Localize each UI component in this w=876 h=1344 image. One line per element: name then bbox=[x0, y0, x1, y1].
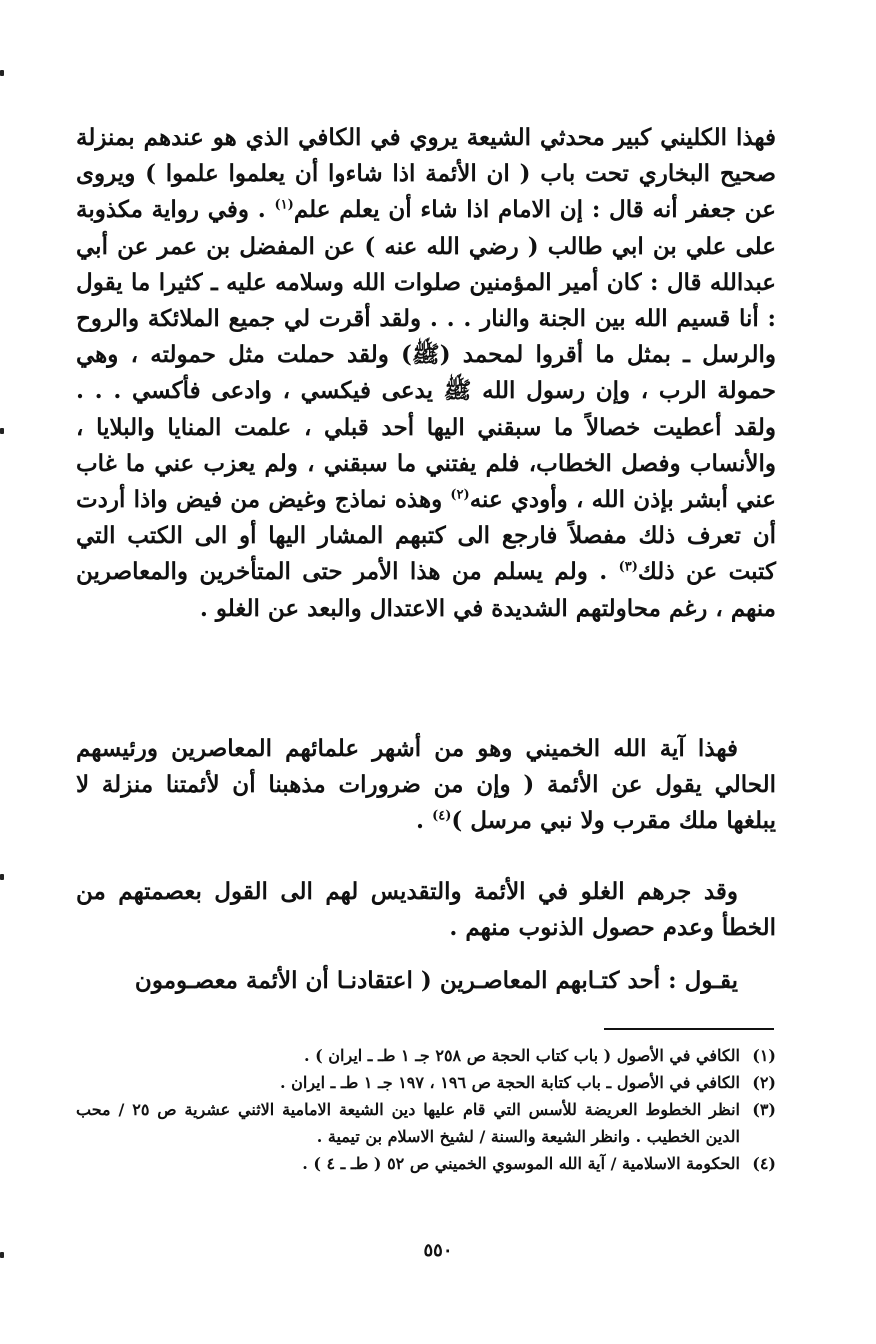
footnote-number: (٣) bbox=[752, 1100, 776, 1119]
footnote-text: الكافي في الأصول ـ باب كتابة الحجة ص ١٩٦ ، ١٩٧ جـ ١ طـ ـ ايران . bbox=[279, 1073, 740, 1092]
paragraph-text: . وفي رواية مكذوبة على علي بن ابي طالب ( رضي الله عنه ) عن المفضل بن عمر عن أبي عبدالله قال : كان أمير المؤمنين صلوات الله وسلامه عليه ـ كثيرا ما يقول : أنا قسيم الله بين الجنة والنار . . . ولقد أقرت لي جميع الملائكة والروح والرسل ـ بمثل ما أقروا لمحمد (ﷺ) ولقد حملت مثل حمولته ، وهي حمولة الرب ، وإن رسول الله ﷺ يدعى فيكسي ، وادعى فأكسي . . . ولقد أعطيت خصالاً ما سبقني اليها أحد قبلي ، علمت المنايا والبلايا ، والأنساب وفصل الخطاب، فلم يفتني ما سبقني ، ولم يعزب عني ما غاب عني أبشر بإذن الله ، وأودي عنه bbox=[76, 196, 777, 514]
footnote-item bbox=[76, 1069, 776, 1096]
margin-mark bbox=[0, 428, 4, 434]
body-paragraph-1 bbox=[76, 120, 776, 627]
footnote-item bbox=[76, 1042, 776, 1069]
footnote-text: انظر الخطوط العريضة للأسس التي قام عليها دين الشيعة الامامية الاثني عشرية ص ٢٥ / محب الدين الخطيب . وانظر الشيعة والسنة / لشيخ الاسلام بن تيمية . bbox=[76, 1100, 741, 1146]
footnote-number: (٢) bbox=[752, 1073, 776, 1092]
footnote-text: الحكومة الاسلامية / آية الله الموسوي الخميني ص ٥٢ ( طـ ـ ٤ ) . bbox=[302, 1154, 740, 1173]
paragraph-text: فهذا آية الله الخميني وهو من أشهر علمائهم المعاصرين ورئيسهم الحالي يقول عن الأئمة ( وإن من ضرورات مذهبنا أن لأئمتنا منزلة لا يبلغها ملك مقرب ولا نبي مرسل ) bbox=[76, 735, 776, 835]
footnote-item bbox=[76, 1096, 776, 1150]
margin-mark bbox=[0, 874, 4, 880]
paragraph-text: . bbox=[416, 807, 433, 835]
paragraph-text: وقد جرهم الغلو في الأئمة والتقديس لهم الى القول بعصمتهم من الخطأ وعدم حصول الذنوب منهم . bbox=[76, 878, 776, 942]
footnote-reference-3: (٣) bbox=[618, 559, 638, 575]
footnotes bbox=[76, 1042, 776, 1177]
margin-mark bbox=[0, 70, 4, 76]
footnote-number: (١) bbox=[752, 1046, 776, 1065]
footnote-item bbox=[76, 1150, 776, 1177]
footnote-reference-1: (١) bbox=[274, 197, 294, 213]
footnote-text: الكافي في الأصول ( باب كتاب الحجة ص ٢٥٨ جـ ١ طـ ـ ايران ) . bbox=[304, 1046, 740, 1065]
footnote-reference-4: (٤) bbox=[432, 808, 452, 824]
body-paragraph-4 bbox=[76, 963, 776, 999]
footnote-reference-2: (٢) bbox=[450, 487, 470, 503]
margin-mark bbox=[0, 1252, 4, 1258]
body-paragraph-3 bbox=[76, 874, 776, 946]
footnote-number: (٤) bbox=[752, 1154, 776, 1173]
body-paragraph-2 bbox=[76, 731, 776, 840]
paragraph-text: . ولم يسلم من هذا الأمر حتى المتأخرين والمعاصرين منهم ، رغم محاولتهم الشديدة في الاعتدال والبعد عن الغلو . bbox=[76, 558, 776, 622]
footnote-divider bbox=[604, 1028, 774, 1030]
paragraph-text: فهذا الكليني كبير محدثي الشيعة يروي في الكافي الذي هو عندهم بمنزلة صحيح البخاري تحت باب ( ان الأئمة اذا شاءوا أن يعلموا علموا ) ويروى عن جعفر أنه قال : إن الامام اذا شاء أن يعلم علم bbox=[76, 124, 776, 224]
paragraph-text: وهذه نماذج وغيض من فيض واذا أردت أن تعرف ذلك مفصلاً فارجع الى كتبهم المشار اليها أو الى الكتب التي كتبت عن ذلك bbox=[76, 486, 776, 586]
page-number: ٥٥٠ bbox=[423, 1240, 453, 1261]
paragraph-text: يقـول : أحد كتـابهم المعاصـرين ( اعتقادنـا أن الأئمة معصـومون bbox=[134, 967, 738, 994]
